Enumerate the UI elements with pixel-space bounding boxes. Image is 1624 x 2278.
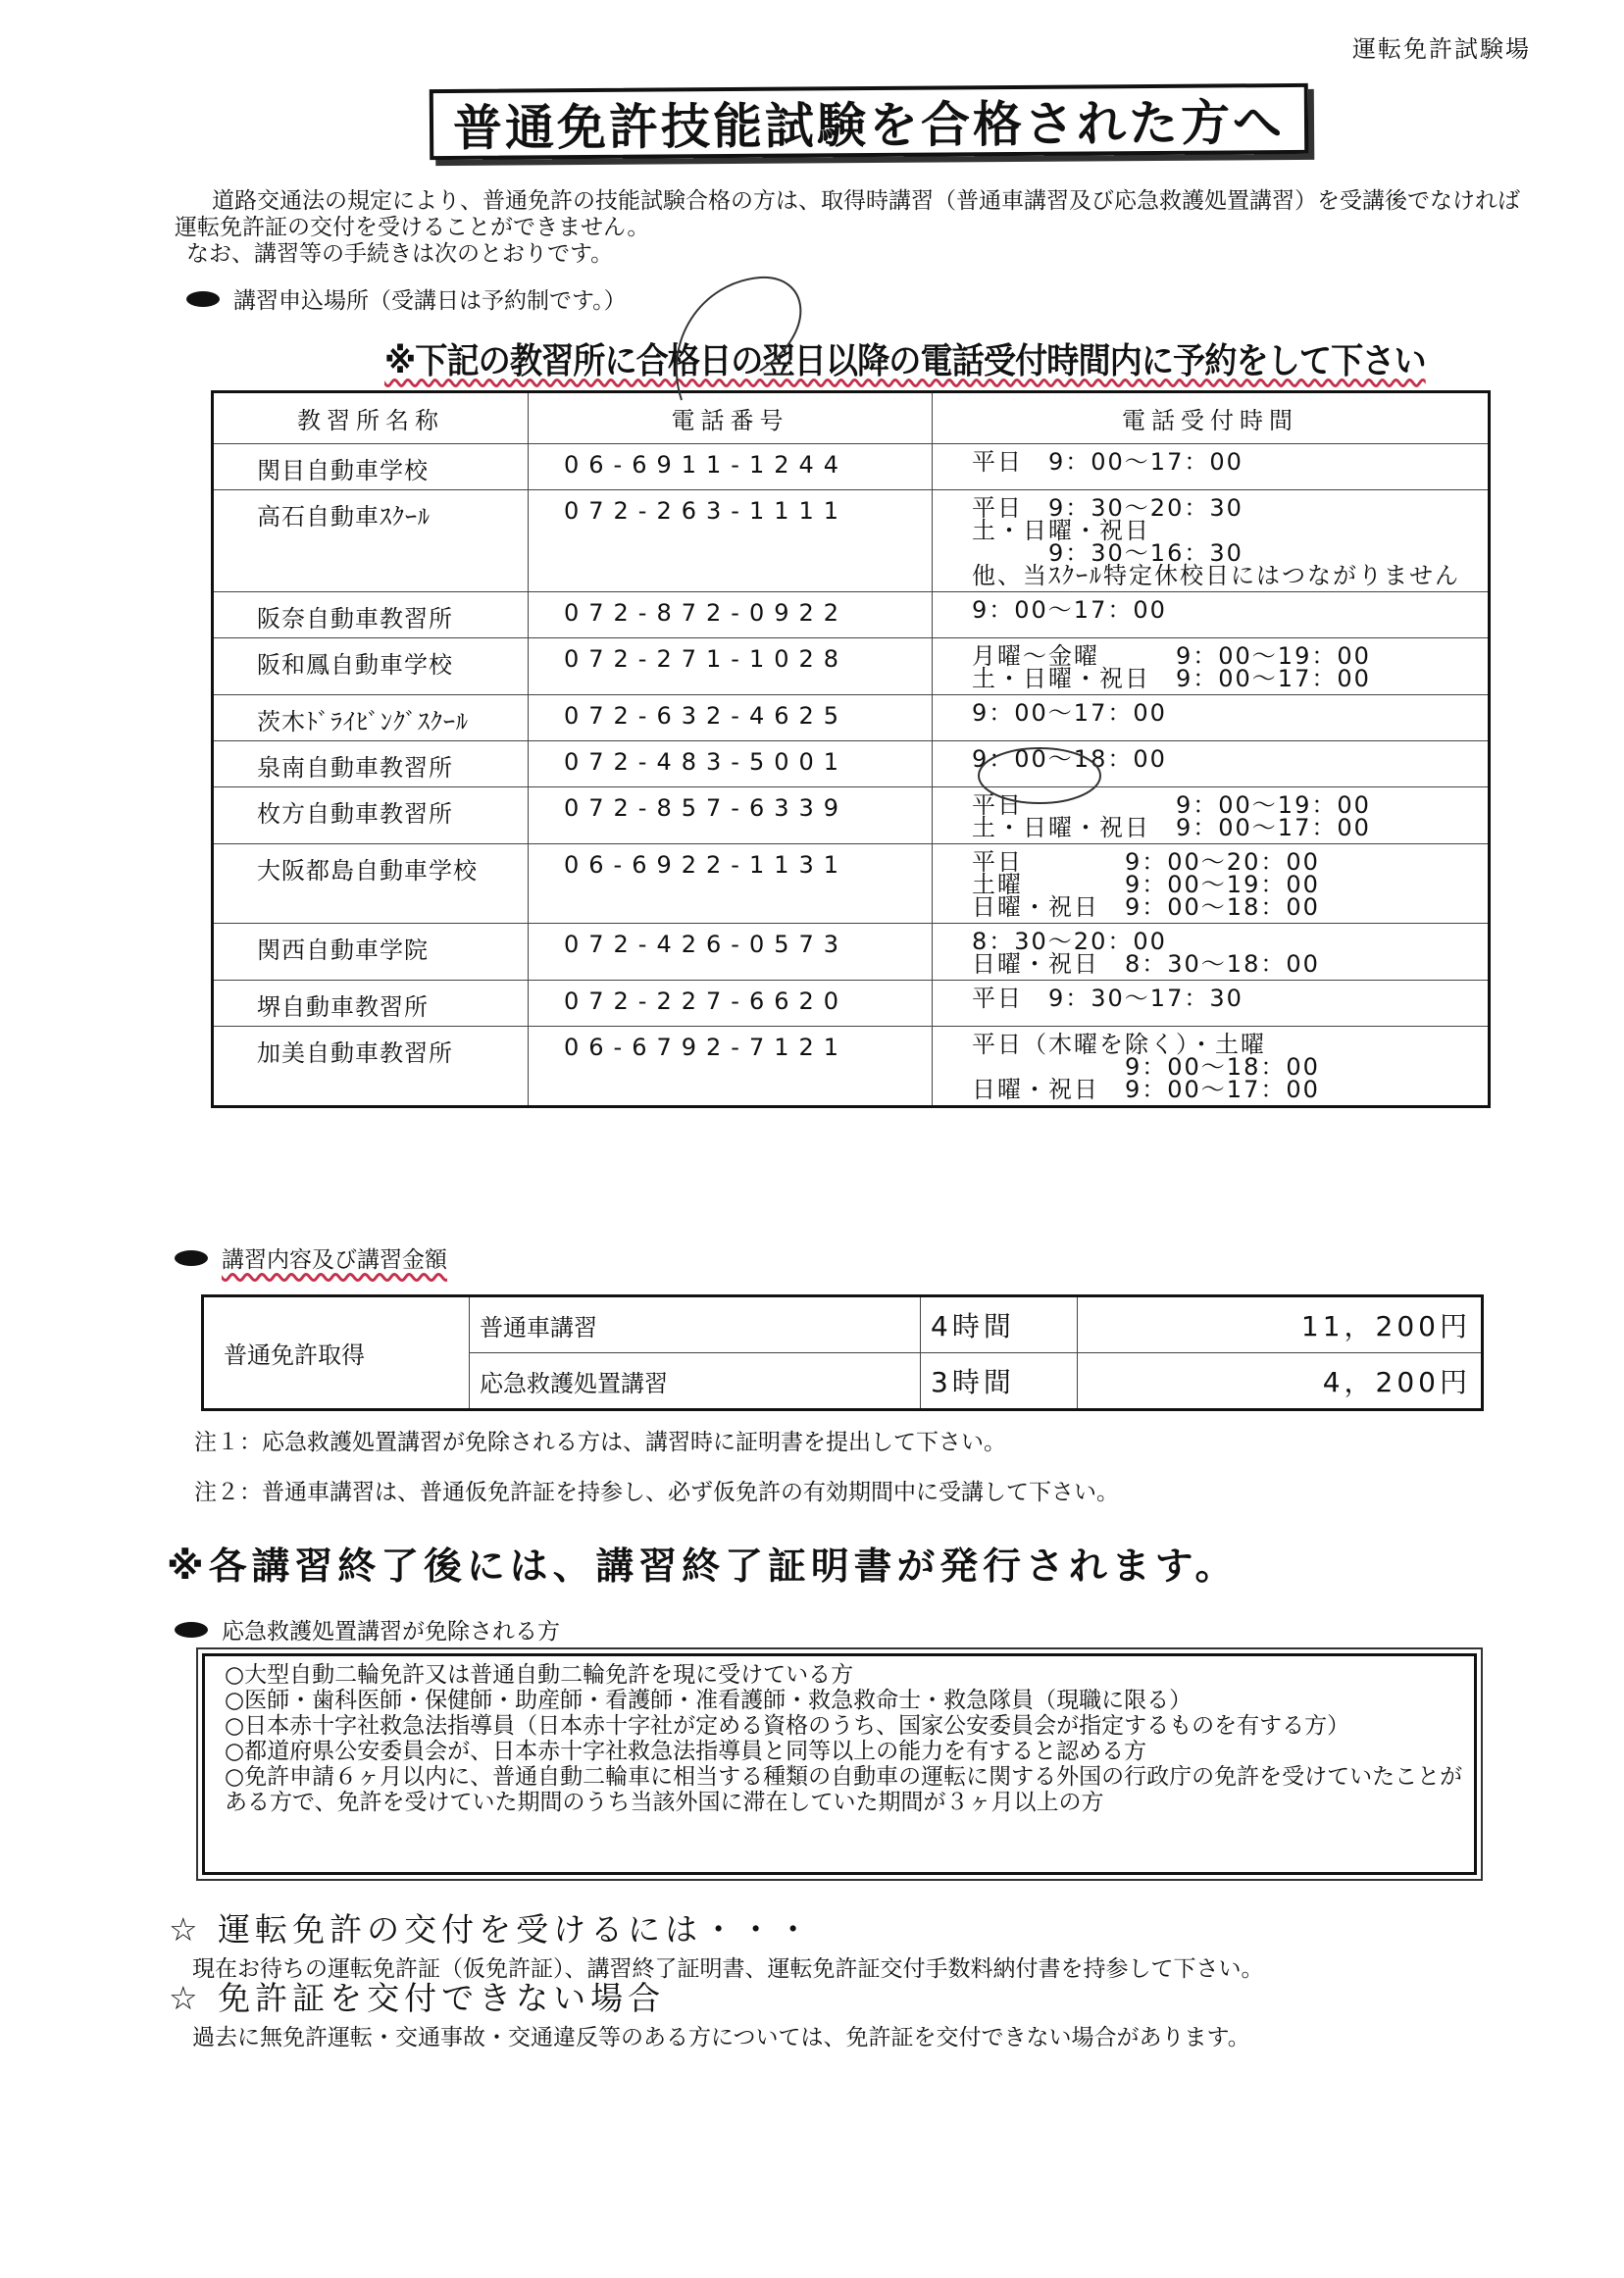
hours-line: 他、当ｽｸｰﾙ特定休校日にはつながりません [972,562,1460,589]
hours-line: 9：00～18：00 [972,1053,1320,1081]
hours-line: 8：30～20：00 [972,928,1167,955]
school-hours [933,490,1490,592]
fee-time: 4時間 [921,1296,1078,1353]
fee-course: 普通車講習 [470,1296,921,1353]
bullet-icon [175,1622,208,1638]
school-name: 枚方自動車教習所 [213,787,529,844]
exempt-list [202,1653,1477,1875]
list-item: ○医師・歯科医師・保健師・助産師・看護師・准看護師・救急救命士・救急隊員（現職に限る） [225,1688,1193,1713]
issue-heading: ☆ 運転免許の交付を受けるには・・・ [169,1910,815,1949]
school-name: 阪奈自動車教習所 [213,592,529,638]
school-phone: 072-426-0573 [529,924,933,981]
school-hours [933,981,1490,1027]
school-phone: 072-857-6339 [529,787,933,844]
school-hours [933,924,1490,981]
school-table [211,390,1491,1108]
table-header-row [213,392,1490,444]
table-row [213,695,1490,741]
table-row [213,844,1490,924]
fee-amount: 4，200円 [1078,1353,1483,1410]
table-row [213,741,1490,787]
hours-line: 土・日曜・祝日 9：00～17：00 [972,665,1371,692]
fee-amount: 11，200円 [1078,1296,1483,1353]
hours-line: 平日 9：00～19：00 [972,791,1371,819]
table-row [213,638,1490,695]
school-hours [933,695,1490,741]
intro-text [175,188,1528,268]
table-row [213,490,1490,592]
school-phone: 072-227-6620 [529,981,933,1027]
table-row [203,1296,1483,1353]
school-hours [933,638,1490,695]
hours-line: 平日 9：30～20：30 [972,494,1243,522]
col-hours: 電話受付時間 [933,392,1490,444]
application-heading-text: 講習申込場所（受講日は予約制です。） [233,288,627,314]
hours-line: 9：00～17：00 [972,699,1167,727]
fee-course: 応急救護処置講習 [470,1353,921,1410]
hours-line: 平日 9：00～20：00 [972,848,1320,876]
table-row [213,924,1490,981]
school-name: 茨木ﾄﾞﾗｲﾋﾞﾝｸﾞｽｸｰﾙ [213,695,529,741]
fee-heading-text: 講習内容及び講習金額 [222,1247,447,1273]
fee-heading [175,1241,447,1274]
certificate-notice: ※各講習終了後には、講習終了証明書が発行されます。 [167,1544,1239,1588]
hours-line: 日曜・祝日 9：00～18：00 [972,893,1320,921]
list-item: ○都道府県公安委員会が、日本赤十字社救急法指導員と同等以上の能力を有すると認める方 [225,1739,1147,1764]
col-phone: 電話番号 [529,392,933,444]
school-phone: 06-6792-7121 [529,1027,933,1107]
list-item: ○大型自動二輪免許又は普通自動二輪免許を現に受けている方 [225,1662,854,1688]
issuer-label: 運転免許試験場 [1352,35,1531,63]
hours-line: 日曜・祝日 9：00～17：00 [972,1076,1320,1103]
hours-line: 日曜・祝日 8：30～18：00 [972,950,1320,978]
fee-category: 普通免許取得 [203,1296,470,1410]
school-name: 加美自動車教習所 [213,1027,529,1107]
fee-table [201,1294,1484,1411]
cannot-section [169,1973,1250,2051]
school-phone: 072-271-1028 [529,638,933,695]
hours-line: 9：30～16：30 [972,539,1243,567]
fee-time: 3時間 [921,1353,1078,1410]
school-name: 高石自動車ｽｸｰﾙ [213,490,529,592]
hours-line: 月曜～金曜 9：00～19：00 [972,642,1371,670]
table-row [213,592,1490,638]
hours-line: 平日 9：00～17：00 [972,448,1243,476]
table-row [213,1027,1490,1107]
school-hours [933,844,1490,924]
hours-line: 土・日曜・祝日 9：00～17：00 [972,814,1371,841]
note-2: 注２：普通車講習は、普通仮免許証を持参し、必ず仮免許の有効期間中に受講して下さい。 [194,1480,1119,1505]
cannot-heading: ☆ 免許証を交付できない場合 [169,1979,666,2017]
school-name: 阪和鳳自動車学校 [213,638,529,695]
school-phone: 072-483-5001 [529,741,933,787]
table-row [213,787,1490,844]
intro-note: なお、講習等の手続きは次のとおりです。 [186,241,614,267]
hours-line: 平日（木曜を除く）・土曜 [972,1031,1266,1058]
circle-mark-icon [971,741,1108,810]
page-title: 普通免許技能試験を合格された方へ [430,83,1308,160]
school-name: 泉南自動車教習所 [213,741,529,787]
school-phone: 06-6922-1131 [529,844,933,924]
list-item: ○日本赤十字社救急法指導員（日本赤十字社が定める資格のうち、国家公安委員会が指定するものを有する方） [225,1713,1350,1739]
school-hours [933,1027,1490,1107]
exempt-heading-text: 応急救護処置講習が免除される方 [222,1619,560,1645]
table-row [213,444,1490,490]
school-phone: 06-6911-1244 [529,444,933,490]
cannot-body: 過去に無免許運転・交通事故・交通違反等のある方については、免許証を交付できない場合があります。 [192,2025,1250,2050]
school-name: 大阪都島自動車学校 [213,844,529,924]
hours-line: 土曜 9：00～19：00 [972,871,1320,898]
reservation-notice: ※下記の教習所に合格日の翌日以降の電話受付時間内に予約をして下さい [384,341,1426,381]
hours-line: 9：00～18：00 [972,745,1167,773]
school-hours [933,444,1490,490]
issue-body: 現在お待ちの運転免許証（仮免許証）、講習終了証明書、運転免許証交付手数料納付書を持参して下さい。 [192,1956,1264,1982]
school-hours [933,592,1490,638]
hours-line: 土・日曜・祝日 [972,517,1150,544]
intro-paragraph: 道路交通法の規定により、普通免許の技能試験合格の方は、取得時講習（普通車講習及び応急救護処置講習）を受講後でなければ運転免許証の交付を受けることができません。 [175,188,1520,240]
bullet-icon [186,291,220,307]
table-row [213,981,1490,1027]
issue-section [169,1904,1264,1983]
hours-line: 平日 9：30～17：30 [972,985,1243,1012]
school-name: 関目自動車学校 [213,444,529,490]
school-phone: 072-872-0922 [529,592,933,638]
school-name: 関西自動車学院 [213,924,529,981]
school-phone: 072-632-4625 [529,695,933,741]
school-phone: 072-263-1111 [529,490,933,592]
application-heading [186,282,627,315]
exempt-heading [175,1613,560,1645]
school-rows [213,444,1490,1107]
list-item: ○免許申請６ヶ月以内に、普通自動二輪車に相当する種類の自動車の運転に関する外国の行政庁の免許を受けていたことがある方で、免許を受けていた期間のうち当該外国に滞在していた期間が３ヶ月以上の方 [225,1764,1463,1815]
note-1: 注１：応急救護処置講習が免除される方は、講習時に証明書を提出して下さい。 [194,1430,1006,1455]
school-name: 堺自動車教習所 [213,981,529,1027]
col-school-name: 教習所名称 [213,392,529,444]
hours-line: 9：00～17：00 [972,596,1167,624]
fee-notes [194,1418,1119,1518]
bullet-icon [175,1250,208,1266]
